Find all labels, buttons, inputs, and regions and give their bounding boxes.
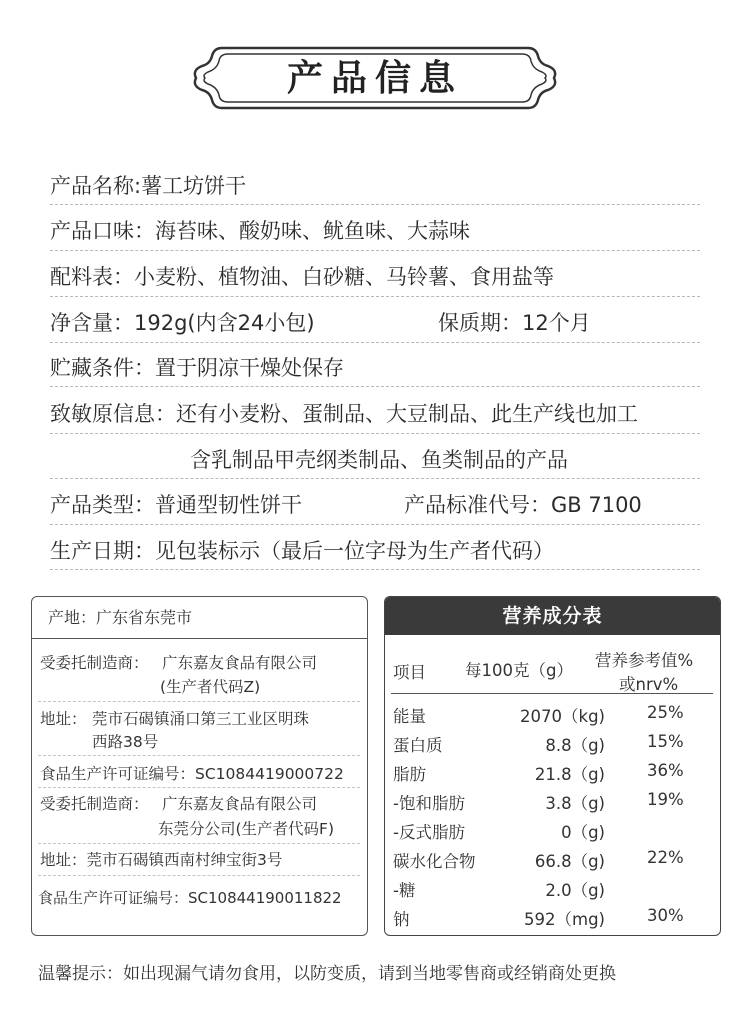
license1: 食品生产许可证编号：SC1084419000722 <box>40 765 344 783</box>
nutrition-row-nrv: 30% <box>647 906 684 925</box>
title-banner <box>192 40 558 116</box>
divider <box>38 755 360 756</box>
origin: 产地：广东省东莞市 <box>32 597 367 639</box>
divider <box>50 250 700 251</box>
nutrition-row-value: 592（mg) <box>524 910 605 929</box>
divider <box>50 342 700 343</box>
product-name: 产品名称:薯工坊饼干 <box>50 174 247 198</box>
nutrition-row-nrv: 25% <box>647 703 684 722</box>
addr2: 地址：莞市石碣镇西南村绅宝街3号 <box>40 851 283 869</box>
divider <box>50 569 700 570</box>
nutrition-table <box>384 596 721 936</box>
divider <box>38 787 360 788</box>
nutrition-row-nrv: 22% <box>647 848 684 867</box>
product-ingredients: 配料表：小麦粉、植物油、白砂糖、马铃薯、食用盐等 <box>50 265 554 289</box>
nutrition-row-value: 0（g) <box>561 823 605 842</box>
divider <box>50 478 700 479</box>
divider <box>50 433 700 434</box>
col-item: 项目 <box>393 663 426 682</box>
nutrition-row-name: -反式脂肪 <box>393 823 465 842</box>
maker2-sub: 东莞分公司(生产者代码F) <box>158 820 335 838</box>
maker1-label: 受委托制造商： <box>40 654 149 672</box>
nutrition-row-name: 脂肪 <box>393 765 426 784</box>
nutrition-row-value: 21.8（g) <box>534 765 605 784</box>
allergen-info-continued: 含乳制品甲壳纲类制品、鱼类制品的产品 <box>190 448 568 472</box>
production-date: 生产日期：见包装标示（最后一位字母为生产者代码） <box>50 539 554 563</box>
nutrition-row-value: 3.8（g) <box>545 794 605 813</box>
divider <box>50 524 700 525</box>
divider <box>50 296 700 297</box>
nutrition-row-name: 蛋白质 <box>393 736 443 755</box>
page-title: 产品信息 <box>286 57 463 99</box>
addr1-label: 地址： <box>40 710 87 728</box>
col-nrv-line2: 或nrv% <box>619 675 679 694</box>
nutrition-row-nrv: 36% <box>647 761 684 780</box>
storage-conditions: 贮藏条件：置于阴凉干燥处保存 <box>50 356 344 380</box>
divider <box>391 693 713 694</box>
product-flavor: 产品口味：海苔味、酸奶味、鱿鱼味、大蒜味 <box>50 219 470 243</box>
nutrition-title: 营养成分表 <box>385 597 720 635</box>
divider <box>50 204 700 205</box>
allergen-info: 致敏原信息：还有小麦粉、蛋制品、大豆制品、此生产线也加工 <box>50 402 638 426</box>
footer-tip: 温馨提示：如出现漏气请勿食用，以防变质，请到当地零售商或经销商处更换 <box>38 964 616 984</box>
maker1-name: 广东嘉友食品有限公司 <box>162 654 318 672</box>
divider <box>38 701 360 702</box>
shelf-life: 保质期：12个月 <box>438 311 591 335</box>
maker2-name: 广东嘉友食品有限公司 <box>162 795 318 813</box>
nutrition-row-value: 2070（kg) <box>520 707 605 726</box>
maker1-code: (生产者代码Z) <box>160 678 261 696</box>
divider <box>50 386 700 387</box>
divider <box>38 875 360 876</box>
col-per-100g: 每100克（g） <box>465 661 573 680</box>
license2: 食品生产许可证编号：SC10844190011822 <box>38 889 342 907</box>
col-nrv-line1: 营养参考值% <box>595 651 694 670</box>
nutrition-row-name: 钠 <box>393 910 410 929</box>
nutrition-row-name: -饱和脂肪 <box>393 794 465 813</box>
nutrition-row-nrv: 15% <box>647 732 684 751</box>
manufacturer-box <box>31 596 368 936</box>
nutrition-row-nrv: 19% <box>647 790 684 809</box>
nutrition-row-name: 碳水化合物 <box>393 852 476 871</box>
nutrition-row-value: 2.0（g) <box>545 881 605 900</box>
nutrition-row-value: 8.8（g) <box>545 736 605 755</box>
nutrition-row-value: 66.8（g) <box>534 852 605 871</box>
divider <box>38 843 360 844</box>
nutrition-row-name: -糖 <box>393 881 416 900</box>
addr1-line2: 西路38号 <box>92 733 159 751</box>
maker2-label: 受委托制造商： <box>40 795 149 813</box>
addr1-line1: 莞市石碣镇涌口第三工业区明珠 <box>92 710 310 728</box>
product-standard: 产品标准代号：GB 7100 <box>404 493 642 517</box>
nutrition-row-name: 能量 <box>393 707 426 726</box>
product-type: 产品类型：普通型韧性饼干 <box>50 493 302 517</box>
net-content: 净含量：192g(内含24小包) <box>50 311 315 335</box>
